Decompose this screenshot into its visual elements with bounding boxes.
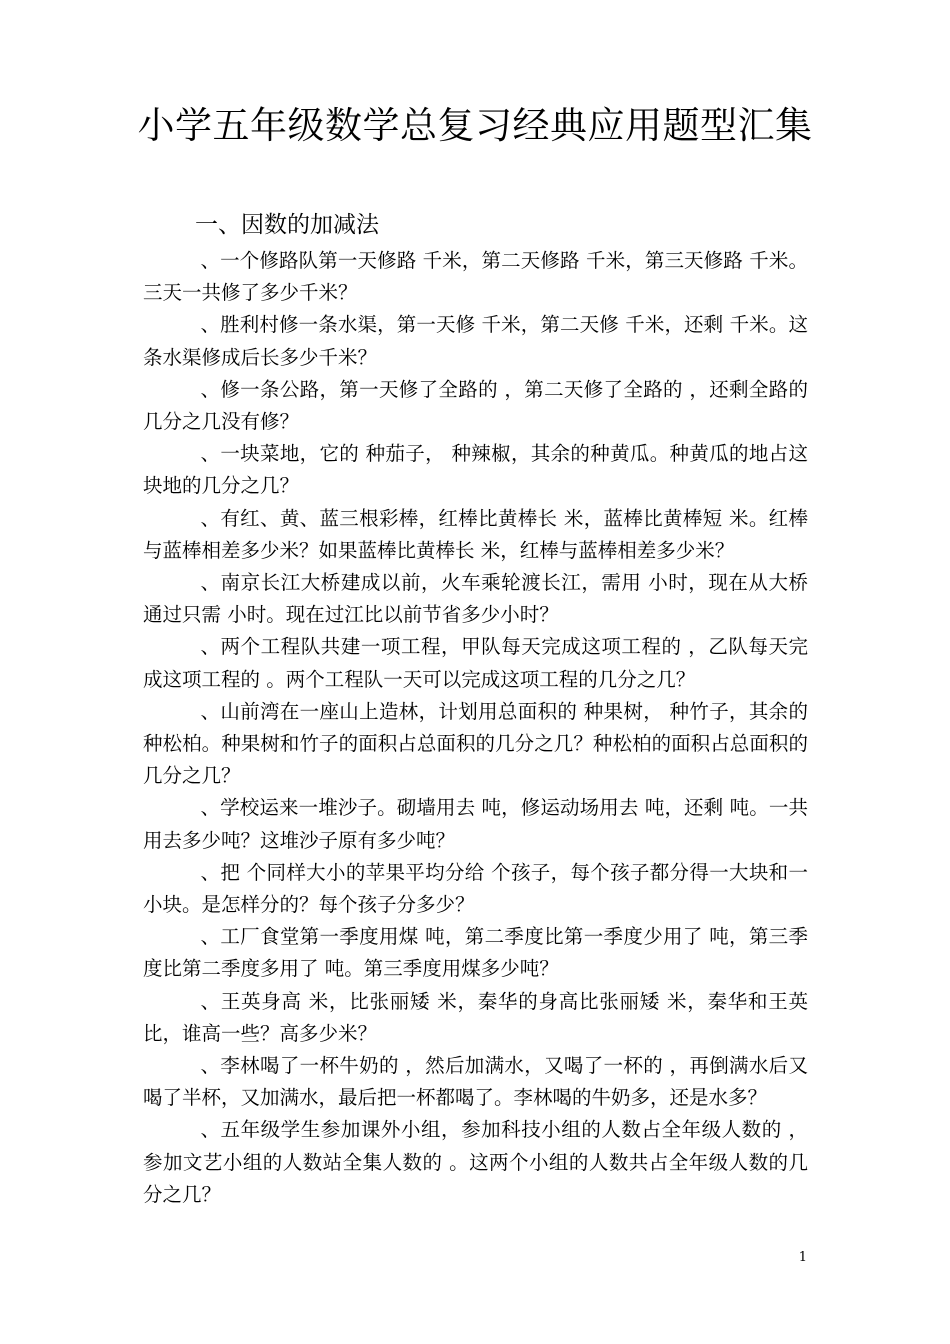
problem-item: 、南京长江大桥建成以前，火车乘轮渡长江，需用 小时，现在从大桥通过只需 小时。现在过江比以前节省多少小时？ xyxy=(143,571,808,627)
problem-item: 、两个工程队共建一项工程，甲队每天完成这项工程的 ，乙队每天完成这项工程的 。两个工程队一天可以完成这项工程的几分之几？ xyxy=(143,635,808,691)
problem-item: 、有红、黄、蓝三根彩棒，红棒比黄棒长 米，蓝棒比黄棒短 米。红棒与蓝棒相差多少米？如果蓝棒比黄棒长 米，红棒与蓝棒相差多少米？ xyxy=(143,506,808,562)
problem-item: 、山前湾在一座山上造林，计划用总面积的 种果树， 种竹子，其余的种松柏。种果树和竹子的面积占总面积的几分之几？种松柏的面积占总面积的几分之几？ xyxy=(143,699,808,788)
problem-item: 、李林喝了一杯牛奶的 ，然后加满水，又喝了一杯的 ，再倒满水后又喝了半杯，又加满水，最后把一杯都喝了。李林喝的牛奶多，还是水多？ xyxy=(143,1054,808,1110)
problem-list xyxy=(143,245,808,1211)
section-heading: 一、因数的加减法 xyxy=(195,212,379,238)
problem-item: 、修一条公路，第一天修了全路的 ，第二天修了全路的 ，还剩全路的几分之几没有修？ xyxy=(143,377,808,434)
problem-item: 、胜利村修一条水渠，第一天修 千米，第二天修 千米，还剩 千米。这条水渠修成后长多少千米？ xyxy=(143,313,808,369)
page-number: 1 xyxy=(798,1250,807,1265)
problem-item: 、一个修路队第一天修路 千米，第二天修路 千米，第三天修路 千米。三天一共修了多少千米？ xyxy=(143,249,808,305)
document-title: 小学五年级数学总复习经典应用题型汇集 xyxy=(137,104,813,147)
problem-item: 、学校运来一堆沙子。砌墙用去 吨，修运动场用去 吨，还剩 吨。一共用去多少吨？这堆沙子原有多少吨？ xyxy=(143,796,808,852)
problem-item: 、把 个同样大小的苹果平均分给 个孩子，每个孩子都分得一大块和一小块。是怎样分的？每个孩子分多少？ xyxy=(143,860,808,917)
problem-item: 、王英身高 米，比张丽矮 米，秦华的身高比张丽矮 米，秦华和王英比，谁高一些？高多少米？ xyxy=(143,989,808,1045)
problem-item: 、工厂食堂第一季度用煤 吨，第二季度比第一季度少用了 吨，第三季度比第二季度多用了 吨。第三季度用煤多少吨？ xyxy=(143,925,808,981)
problem-item: 、一块菜地，它的 种茄子， 种辣椒，其余的种黄瓜。种黄瓜的地占这块地的几分之几？ xyxy=(143,442,808,498)
problem-item: 、五年级学生参加课外小组，参加科技小组的人数占全年级人数的 ，参加文艺小组的人数站全集人数的 。这两个小组的人数共占全年级人数的几分之几？ xyxy=(143,1118,808,1206)
